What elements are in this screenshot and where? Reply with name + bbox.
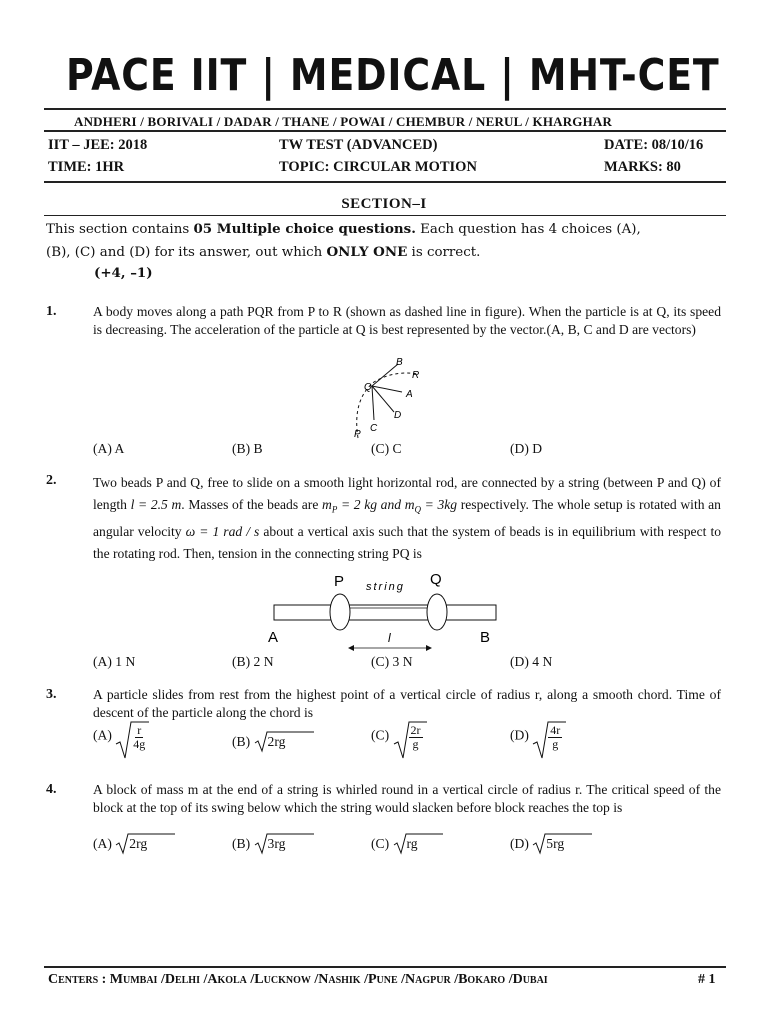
option-a (93, 722, 147, 751)
sqrt-sign-icon (254, 731, 314, 753)
fraction-numerator: 4r (550, 723, 561, 737)
header-divider (44, 130, 726, 132)
figure-label: C (370, 423, 378, 434)
figure-label: B (396, 357, 403, 368)
section-divider (44, 215, 726, 216)
section-instructions (46, 218, 736, 264)
option-d: (D) D (510, 441, 543, 456)
marking-scheme: (+4, –1) (94, 265, 153, 281)
option-c (371, 836, 418, 852)
mass-symbol: m (322, 497, 332, 512)
sqrt-sign-icon (532, 833, 592, 855)
option-d (510, 722, 562, 751)
figure-label-q: Q (430, 571, 442, 588)
test-time: TIME: 1HR (48, 159, 125, 175)
question-number: 4. (46, 782, 57, 797)
sqrt-sign-icon (254, 833, 314, 855)
beads-rod-figure (262, 568, 506, 656)
figure-label: A (406, 389, 413, 400)
option-b (232, 734, 285, 750)
page-number: # 1 (698, 972, 716, 987)
exam-name: IIT – JEE: 2018 (48, 137, 148, 153)
sqrt-sign-icon (115, 720, 149, 760)
option-label: (B) (232, 836, 251, 851)
figure-label: Q (364, 382, 372, 393)
top-divider (44, 108, 726, 110)
question-number: 3. (46, 687, 57, 702)
mass-p-value: = 2 kg and m (337, 497, 415, 512)
mass-expression (322, 497, 458, 515)
figure-label: R (412, 370, 420, 381)
option-label: (D) (510, 836, 529, 851)
branch-list: ANDHERI / BORIVALI / DADAR / THANE / POWAI / CHEMBUR / NERUL / KHARGHAR (74, 114, 613, 129)
sqrt-sign-icon (532, 720, 566, 760)
sqrt-expression (115, 836, 147, 852)
radicand: rg (406, 836, 418, 851)
option-label: (A) (93, 836, 112, 851)
test-topic: TOPIC: CIRCULAR MOTION (279, 159, 477, 175)
section-title: SECTION–I (341, 196, 427, 212)
option-label: (B) (232, 734, 251, 749)
length-expression: l = 2.5 m (130, 497, 182, 512)
omega-expression: ω = 1 rad / s (185, 523, 260, 539)
q2-text-part: about a vertical axis such that the system of beads is in equilibrium with respect to the rotating rod. Then, tension in the connecting string PQ is (93, 523, 722, 561)
fraction-numerator: 2r (410, 723, 421, 737)
option-b (232, 836, 285, 852)
option-a: (A) A (93, 441, 125, 456)
option-a (93, 836, 147, 852)
sqrt-sign-icon (393, 720, 427, 760)
option-c: (C) 3 N (371, 654, 413, 669)
figure-label-p: P (334, 573, 345, 590)
option-label: (C) (371, 727, 390, 743)
q2-text-part: Two beads P and Q, free to slide on a smooth light horizontal rod, are connected by a string (between P and Q) of length (93, 475, 721, 512)
option-label: (A) (93, 727, 112, 743)
path-vector-figure (338, 356, 428, 440)
figure-label: P (354, 429, 361, 440)
figure-label-a: A (268, 629, 279, 646)
fraction-denominator: 4g (133, 737, 146, 751)
question-text: A block of mass m at the end of a string is whirled round in a vertical circle of radius r. The critical speed of the block at the top of its swing below which the string would slacken before block reaches the top is (93, 782, 721, 815)
logo-text: PACE IIT | MEDICAL | MHT-CET (66, 50, 720, 101)
sqrt-sign-icon (115, 833, 175, 855)
fraction-numerator: r (137, 723, 142, 737)
option-c (371, 722, 423, 751)
intro-part-b: 05 Multiple choice questions. (193, 221, 416, 237)
figure-label-b: B (480, 629, 491, 646)
bead-p (330, 594, 350, 630)
pace-logo (66, 50, 720, 101)
intro-part-d: (B), (C) and (D) for its answer, out which (46, 245, 327, 260)
option-b: (B) B (232, 441, 263, 456)
sqrt-expression (393, 836, 418, 852)
question-number: 2. (46, 473, 57, 488)
vector-c (372, 386, 374, 420)
radicand: 2rg (129, 836, 148, 851)
q2-text-part: respectively. The whole setup is rotated with an angular velocity (93, 497, 721, 539)
intro-part-a: This section contains (46, 222, 194, 237)
test-date: DATE: 08/10/16 (604, 137, 704, 153)
option-d: (D) 4 N (510, 654, 553, 669)
option-c: (C) C (371, 441, 402, 456)
question-text: A body moves along a path PQR from P to R (shown as dashed line in figure). When the particle is at Q, its speed is decreasing. The acceleration of the particle at Q is best represented by the vector.(A, B, C and D are vectors) (93, 304, 721, 337)
footer-centers: Centers : Mumbai /Delhi /Akola /Lucknow /Nashik /Pune /Nagpur /Bokaro /Dubai (48, 972, 548, 987)
sqrt-expression (532, 722, 562, 751)
rod (274, 605, 496, 620)
question-text: A particle slides from rest from the highest point of a vertical circle of radius r, along a smooth chord. Time of descent of the particle along the chord is (93, 687, 721, 720)
bead-q (427, 594, 447, 630)
mass-subscript-q: Q (414, 504, 422, 515)
intro-part-e: ONLY ONE (326, 244, 408, 260)
vector-b (372, 364, 398, 386)
intro-part-f: is correct. (407, 245, 481, 260)
sqrt-expression (254, 734, 286, 750)
option-b: (B) 2 N (232, 654, 274, 669)
header-bottom-divider (44, 181, 726, 183)
radicand: 2rg (267, 734, 286, 749)
figure-label-string: string (366, 581, 405, 593)
option-label: (C) (371, 836, 390, 851)
option-a: (A) 1 N (93, 654, 136, 669)
mass-subscript-p: P (331, 504, 338, 515)
radicand: 5rg (546, 836, 565, 851)
q2-text-part: . Masses of the beads are (181, 497, 319, 512)
intro-part-c: Each question has 4 choices (A), (415, 222, 641, 237)
fraction-denominator: g (412, 737, 419, 751)
option-d (510, 836, 564, 852)
mass-q-value: = 3kg (421, 497, 458, 512)
sqrt-expression (393, 722, 423, 751)
question-number: 1. (46, 304, 57, 319)
sqrt-sign-icon (393, 833, 443, 855)
footer-divider (44, 966, 726, 968)
test-name: TW TEST (ADVANCED) (279, 137, 438, 153)
question-text (93, 472, 721, 565)
sqrt-expression (532, 836, 564, 852)
sqrt-expression (254, 836, 286, 852)
option-label: (D) (510, 727, 529, 743)
figure-label: D (394, 410, 402, 421)
fraction-denominator: g (552, 737, 559, 751)
radicand: 3rg (267, 836, 286, 851)
test-marks: MARKS: 80 (604, 159, 681, 175)
figure-label-l: l (388, 631, 391, 645)
sqrt-expression (115, 722, 147, 751)
